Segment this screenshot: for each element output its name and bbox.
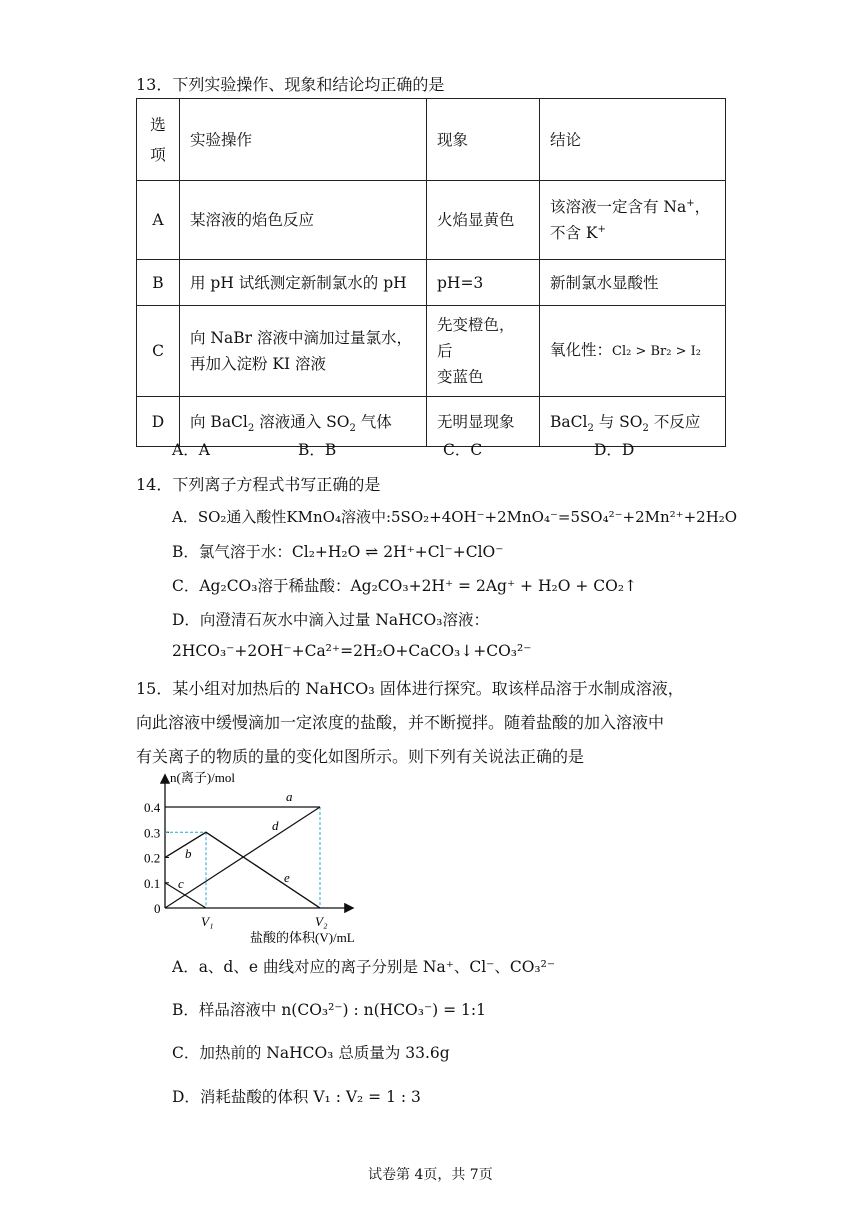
q14-option-d-equation: 2HCO₃⁻+2OH⁻+Ca²⁺=2H₂O+CaCO₃↓+CO₃²⁻ — [172, 642, 532, 660]
row-d-op-1: 向 BaCl — [190, 412, 248, 431]
series-label-b: b — [185, 846, 192, 861]
row-c-phenomenon-line1: 先变橙色，后 — [437, 316, 515, 360]
row-a-conclusion-text1: 该溶液一定含有 Na — [550, 198, 687, 216]
row-b-option: B — [137, 260, 180, 306]
header-phenomenon: 现象 — [427, 99, 540, 181]
series-label-a: a — [286, 789, 293, 804]
x-axis-title: 盐酸的体积(V)/mL — [250, 930, 355, 945]
row-b-phenomenon: pH=3 — [427, 260, 540, 306]
series-label-e: e — [284, 870, 290, 885]
row-d-op-sub1: 2 — [247, 422, 255, 434]
row-c-operation — [180, 306, 427, 397]
row-a-conclusion — [540, 181, 726, 260]
row-d-op-3: 气体 — [355, 412, 392, 431]
y-tick-label: 0.2 — [144, 850, 161, 866]
header-option-line2: 项 — [150, 145, 166, 164]
row-a-conclusion-text2: 不含 K — [550, 224, 598, 242]
y-axis-title: n(离子)/mol — [170, 770, 235, 785]
table-row — [137, 397, 726, 447]
experiment-table — [136, 98, 726, 447]
row-c-operation-line1: 向 NaBr 溶液中滴加过量氯水， — [190, 329, 412, 347]
header-operation: 实验操作 — [180, 99, 427, 181]
q14-option-c: C．Ag₂CO₃溶于稀盐酸：Ag₂CO₃+2H⁺ = 2Ag⁺ + H₂O + CO₂↑ — [172, 577, 638, 595]
row-d-concl-2: 与 SO — [593, 412, 643, 431]
row-d-option: D — [137, 397, 180, 447]
row-c-conclusion — [540, 306, 726, 397]
row-a-option: A — [137, 181, 180, 260]
series-label-c: c — [178, 876, 184, 891]
row-d-concl-sub1: 2 — [587, 422, 594, 434]
q14-option-d: D．向澄清石灰水中滴入过量 NaHCO₃溶液： — [172, 611, 489, 629]
q13-choice-d: D．D — [594, 441, 635, 459]
row-c-conclusion-label: 氧化性： — [550, 341, 613, 359]
q15-line1: 15．某小组对加热后的 NaHCO₃ 固体进行探究。取该样品溶于水制成溶液， — [136, 679, 684, 698]
y-tick-label: 0.4 — [144, 800, 161, 815]
row-c-option: C — [137, 306, 180, 397]
q15-option-d: D．消耗盐酸的体积 V₁ : V₂ = 1 : 3 — [172, 1088, 421, 1106]
row-a-conclusion-comma: ， — [694, 198, 711, 216]
q14-option-a: A．SO₂通入酸性KMnO₄溶液中:5SO₂+4OH⁻+2MnO₄⁻=5SO₄²⁻+2Mn²⁺+2H₂O — [172, 508, 738, 526]
q13-choice-c: C．C — [443, 441, 483, 459]
row-a-conclusion-sup1: + — [686, 197, 695, 209]
row-d-concl-sub2: 2 — [642, 422, 649, 434]
row-d-op-sub2: 2 — [349, 422, 356, 434]
q13-choice-a: A．A — [172, 441, 210, 459]
q15-option-a: A．a、d、e 曲线对应的离子分别是 Na⁺、Cl⁻、CO₃²⁻ — [172, 958, 556, 976]
y-tick-label: 0.1 — [144, 875, 161, 891]
row-d-concl-3: 不反应 — [648, 412, 701, 431]
q15-option-b: B．样品溶液中 n(CO₃²⁻) : n(HCO₃⁻) = 1:1 — [172, 1001, 486, 1019]
row-c-phenomenon — [427, 306, 540, 397]
header-option — [137, 99, 180, 181]
row-a-conclusion-sup2: + — [597, 223, 606, 235]
x-tick-label: V₁ — [201, 914, 214, 929]
table-row — [137, 181, 726, 260]
ion-amount-chart — [140, 770, 380, 948]
row-a-phenomenon: 火焰显黄色 — [427, 181, 540, 260]
row-c-conclusion-formula: Cl₂ > Br₂ > I₂ — [612, 344, 701, 359]
row-d-phenomenon: 无明显现象 — [427, 397, 540, 447]
row-b-conclusion: 新制氯水显酸性 — [540, 260, 726, 306]
page-footer: 试卷第 4页，共 7页 — [368, 1167, 493, 1183]
q13-title: 13．下列实验操作、现象和结论均正确的是 — [136, 75, 445, 94]
y-tick-label: 0 — [154, 901, 161, 916]
header-conclusion: 结论 — [540, 99, 726, 181]
row-c-phenomenon-line2: 变蓝色 — [437, 368, 484, 386]
q13-choice-b: B．B — [298, 441, 337, 459]
table-row — [137, 260, 726, 306]
row-d-concl-1: BaCl — [550, 412, 588, 431]
table-header-row — [137, 99, 726, 181]
q15-option-c: C．加热前的 NaHCO₃ 总质量为 33.6g — [172, 1044, 450, 1062]
row-a-operation: 某溶液的焰色反应 — [180, 181, 427, 260]
q15-line3: 有关离子的物质的量的变化如图所示。则下列有关说法正确的是 — [136, 747, 585, 766]
q15-line2: 向此溶液中缓慢滴加一定浓度的盐酸，并不断搅拌。随着盐酸的加入溶液中 — [136, 713, 665, 732]
row-b-operation: 用 pH 试纸测定新制氯水的 pH — [180, 260, 427, 306]
series-label-d: d — [272, 818, 279, 833]
row-c-operation-line2: 再加入淀粉 KI 溶液 — [190, 355, 327, 373]
q14-option-b: B．氯气溶于水：Cl₂+H₂O ⇌ 2H⁺+Cl⁻+ClO⁻ — [172, 543, 504, 561]
x-tick-label: V₂ — [315, 914, 328, 929]
y-tick-label: 0.3 — [144, 825, 161, 841]
row-d-op-2: 溶液通入 SO — [254, 412, 350, 431]
header-option-line1: 选 — [150, 115, 166, 134]
table-row — [137, 306, 726, 397]
q14-title: 14．下列离子方程式书写正确的是 — [136, 475, 381, 494]
